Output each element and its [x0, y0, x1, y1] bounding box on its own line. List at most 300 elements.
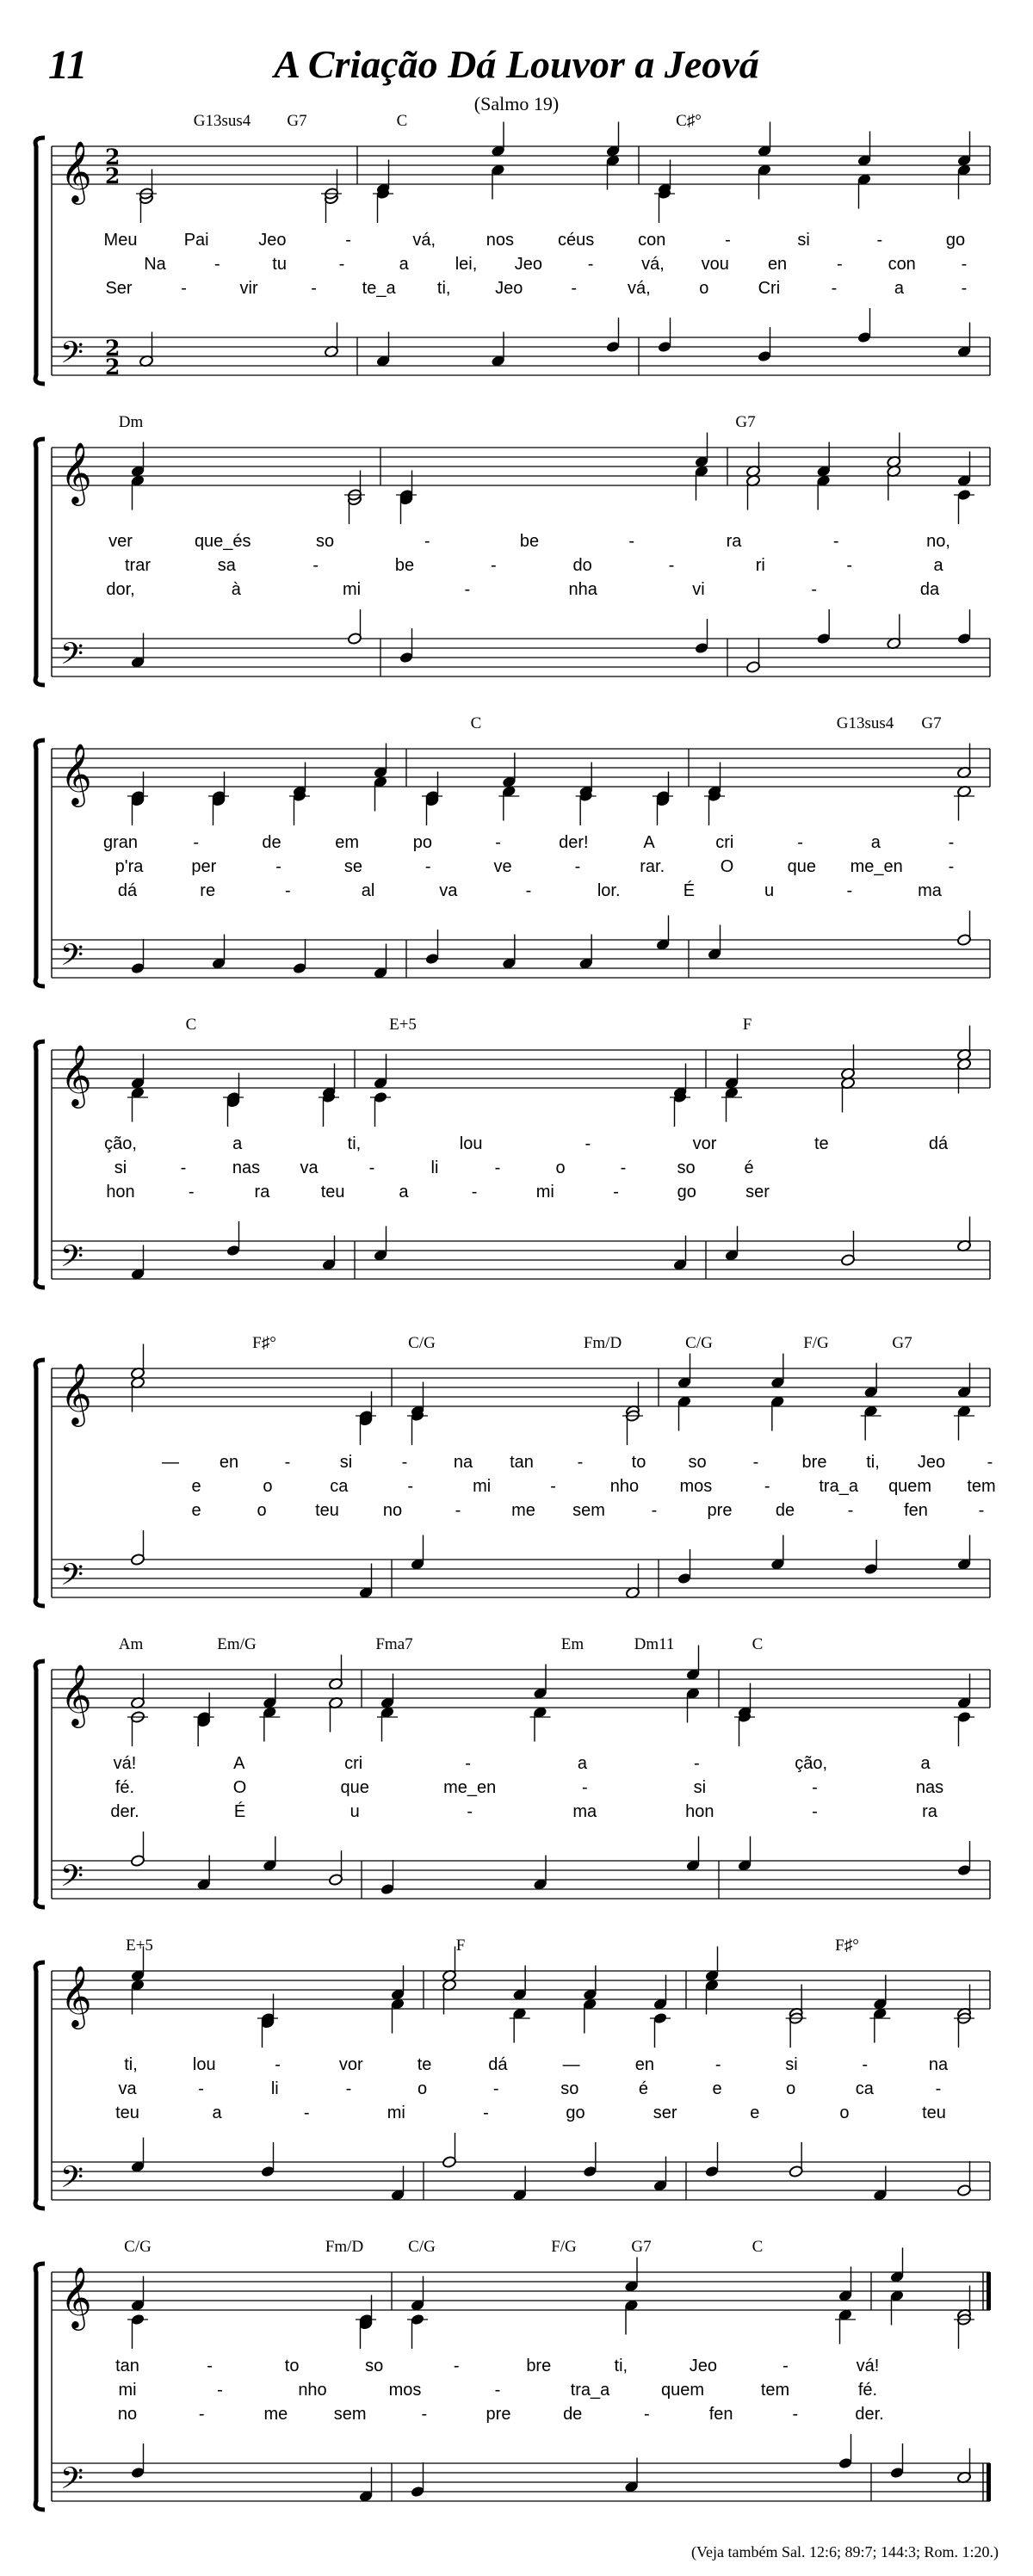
lyric-syllable: bre [526, 2357, 552, 2375]
lyric-syllable: - [338, 255, 345, 274]
treble-clef: 𝄞 [60, 441, 92, 503]
treble-clef: 𝄞 [60, 2265, 92, 2328]
lyric-syllable: céus [557, 231, 595, 250]
lyric-syllable: ra [922, 1802, 937, 1821]
lyric-syllable: que [787, 857, 817, 876]
lyric-syllable: hon [685, 1802, 714, 1821]
lyric-syllable: - [811, 580, 818, 599]
lyric-syllable: - [876, 231, 883, 250]
lyric-syllable: do [572, 556, 592, 575]
lyric-syllable: - [303, 2103, 310, 2122]
lyric-syllable: li [430, 1158, 439, 1177]
lyric-syllable: tra_a [819, 1477, 858, 1496]
lyric-syllable: - [490, 556, 497, 575]
lyric-syllable: sem [333, 2405, 367, 2424]
lyric-syllable: vi [692, 580, 705, 599]
lyric-syllable: A [643, 833, 655, 852]
lyric-syllable: - [847, 1501, 854, 1520]
lyric-syllable: à [231, 580, 241, 599]
lyric-syllable: - [948, 857, 955, 876]
lyric-syllable: - [345, 231, 351, 250]
lyric-syllable: cri [344, 1754, 363, 1773]
lyric-syllable: si [114, 1158, 127, 1177]
lyric-syllable: - [471, 1183, 478, 1202]
lyric-syllable: ser [745, 1183, 770, 1202]
lyric-syllable: - [935, 2079, 942, 2098]
lyric-syllable: va [300, 1158, 319, 1177]
lyric-syllable: o [839, 2103, 850, 2122]
lyric-syllable: der. [855, 2405, 884, 2424]
lyric-syllable: al [361, 881, 375, 900]
lyric-syllable: te [417, 2055, 432, 2074]
bass-clef: 𝄢 [60, 1557, 84, 1599]
lyric-syllable: - [193, 833, 200, 852]
lyric-syllable: e [191, 1501, 201, 1520]
chord-symbol: C [752, 2238, 764, 2256]
lyric-syllable: Jeo [514, 255, 542, 274]
lyric-syllable: de [775, 1501, 795, 1520]
lyric-syllable: quem [660, 2381, 705, 2400]
chord-symbol: G7 [287, 112, 307, 130]
lyric-syllable: O [232, 1778, 247, 1797]
bass-clef: 𝄢 [60, 335, 84, 377]
bass-clef: 𝄢 [60, 636, 84, 678]
lyric-syllable: - [752, 1453, 759, 1472]
lyric-syllable: vá! [856, 2357, 880, 2375]
lyric-syllable: ra [726, 532, 742, 551]
lyric-syllable: dá [488, 2055, 508, 2074]
lyric-syllable: vá! [113, 1754, 137, 1773]
lyric-syllable: - [644, 2405, 650, 2424]
chord-symbol: Dm [118, 413, 144, 431]
lyric-syllable: lei, [455, 255, 478, 274]
lyric-syllable: Jeo [258, 231, 287, 250]
lyric-syllable: - [961, 255, 968, 274]
lyric-syllable: - [846, 556, 852, 575]
lyric-syllable: be [519, 532, 540, 551]
chord-symbol: C/G [408, 1334, 436, 1352]
lyric-syllable: per [191, 857, 217, 876]
lyric-syllable: — [162, 1453, 179, 1472]
lyric-syllable: dá [928, 1134, 949, 1153]
lyric-syllable: Meu [103, 231, 138, 250]
lyric-syllable: - [613, 1183, 619, 1202]
lyric-syllable: - [464, 580, 471, 599]
time-signature-top: 2 [105, 336, 121, 361]
lyric-syllable: - [620, 1158, 627, 1177]
lyric-syllable: - [424, 532, 430, 551]
lyric-syllable: a [232, 1134, 243, 1153]
bass-clef: 𝄢 [60, 937, 84, 979]
lyric-syllable: Ser [105, 279, 133, 298]
lyric-syllable: - [525, 881, 532, 900]
lyric-syllable: pre [707, 1501, 733, 1520]
lyric-syllable: ti, [866, 1453, 880, 1472]
lyric-syllable: vor [692, 1134, 717, 1153]
lyric-syllable: ti, [436, 279, 451, 298]
time-signature-top: 2 [105, 145, 121, 170]
chord-symbol: Fm/D [583, 1334, 622, 1352]
lyric-syllable: - [628, 532, 635, 551]
lyric-syllable: ra [254, 1183, 270, 1202]
lyric-syllable: mos [679, 1477, 713, 1496]
lyric-syllable: - [651, 1501, 658, 1520]
lyric-syllable: fé. [857, 2381, 878, 2400]
lyric-syllable: rar. [640, 857, 665, 876]
lyric-syllable: - [217, 2381, 223, 2400]
lyric-syllable: re [200, 881, 216, 900]
lyric-syllable: é [638, 2079, 649, 2098]
lyric-syllable: É [233, 1802, 246, 1821]
lyric-syllable: na [453, 1453, 473, 1472]
lyric-syllable: lor. [597, 881, 621, 900]
lyric-syllable: no, [926, 532, 950, 551]
lyric-syllable: con [638, 231, 666, 250]
lyric-syllable: sem [572, 1501, 605, 1520]
lyric-syllable: - [180, 1158, 187, 1177]
lyric-syllable: - [581, 1778, 588, 1797]
lyric-syllable: e [712, 2079, 722, 2098]
lyric-syllable: - [284, 1453, 291, 1472]
lyric-syllable: - [764, 1477, 770, 1496]
lyric-syllable: te_a [362, 279, 396, 298]
lyric-syllable: mi [343, 580, 362, 599]
lyric-syllable: teu [115, 2103, 139, 2122]
lyric-syllable: tra_a [570, 2381, 610, 2400]
lyric-syllable: - [792, 2405, 799, 2424]
lyric-syllable: da [919, 580, 940, 599]
lyric-syllable: si [785, 2055, 798, 2074]
chord-symbol: C [185, 1016, 197, 1034]
lyric-syllable: a [399, 1183, 409, 1202]
lyric-syllable: - [862, 2055, 869, 2074]
lyric-syllable: - [587, 255, 594, 274]
lyric-syllable: dá [117, 881, 138, 900]
song-subtitle: (Salmo 19) [473, 93, 560, 114]
lyric-syllable: si [693, 1778, 707, 1797]
chord-symbol: C/G [124, 2238, 152, 2256]
lyric-syllable: gran [102, 833, 139, 852]
lyric-syllable: - [198, 2079, 204, 2098]
lyric-syllable: tan [510, 1453, 534, 1472]
chord-symbol: G13sus4 [193, 112, 251, 130]
lyric-syllable: nho [609, 1477, 640, 1496]
lyric-syllable: - [483, 2103, 489, 2122]
chord-symbol: G7 [735, 413, 756, 431]
lyric-syllable: ri [755, 556, 765, 575]
lyric-syllable: se [343, 857, 363, 876]
chord-symbol: C/G [408, 2238, 436, 2256]
lyric-syllable: que [340, 1778, 369, 1797]
chord-symbol: F♯° [835, 1937, 859, 1955]
lyric-syllable: - [275, 2055, 281, 2074]
lyric-syllable: - [465, 1754, 471, 1773]
chord-symbol: G13sus4 [836, 714, 894, 732]
lyric-syllable: mi [118, 2381, 137, 2400]
lyric-syllable: si [797, 231, 810, 250]
chord-symbol: G7 [892, 1334, 912, 1352]
lyric-syllable: en [767, 255, 788, 274]
bass-clef: 𝄢 [60, 1239, 84, 1281]
lyric-syllable: tu [272, 255, 287, 274]
lyric-syllable: nas [915, 1778, 944, 1797]
lyric-syllable: der. [110, 1802, 139, 1821]
lyric-syllable: vá, [627, 279, 651, 298]
lyric-syllable: a [920, 1754, 931, 1773]
lyric-syllable: Jeo [917, 1453, 946, 1472]
bass-clef: 𝄢 [60, 2159, 84, 2202]
lyric-syllable: tem [760, 2381, 790, 2400]
lyric-syllable: - [455, 1501, 461, 1520]
lyric-syllable: - [812, 1778, 818, 1797]
time-signature-bottom: 2 [105, 164, 121, 188]
chord-symbol: Em/G [217, 1635, 257, 1653]
lyric-syllable: - [285, 881, 291, 900]
lyric-syllable: - [797, 833, 803, 852]
chord-symbol: Dm11 [634, 1635, 675, 1653]
lyric-syllable: a [399, 255, 409, 274]
lyric-syllable: a [212, 2103, 222, 2122]
lyric-syllable: - [453, 2357, 460, 2375]
lyric-syllable: tan [115, 2357, 139, 2375]
lyric-syllable: quem [888, 1477, 932, 1496]
lyric-syllable: sa [217, 556, 236, 575]
lyric-syllable: Na [144, 255, 166, 274]
lyric-syllable: - [207, 2357, 213, 2375]
lyric-syllable: - [494, 2381, 501, 2400]
lyric-syllable: - [467, 1802, 473, 1821]
lyric-syllable: me_en [443, 1778, 497, 1797]
lyric-syllable: mos [388, 2381, 422, 2400]
lyric-syllable: Cri [758, 279, 781, 298]
lyric-syllable: - [837, 255, 843, 274]
lyric-syllable: - [574, 857, 581, 876]
lyric-syllable: o [257, 1501, 267, 1520]
lyric-syllable: - [948, 833, 955, 852]
lyric-syllable: - [577, 1453, 584, 1472]
chord-symbol: F [455, 1937, 466, 1955]
lyric-syllable: go [677, 1183, 696, 1202]
lyric-syllable: ca [330, 1477, 349, 1496]
lyric-syllable: vá, [412, 231, 436, 250]
lyric-syllable: nos [486, 231, 515, 250]
lyric-syllable: vou [701, 255, 729, 274]
lyric-syllable: lou [192, 2055, 216, 2074]
lyric-syllable: no [117, 2405, 138, 2424]
lyric-syllable: te [813, 1134, 829, 1153]
lyric-syllable: so [688, 1453, 707, 1472]
chord-symbol: C/G [685, 1334, 713, 1352]
lyric-syllable: - [693, 1754, 700, 1773]
lyric-syllable: de [563, 2405, 583, 2424]
lyric-syllable: u [349, 1802, 360, 1821]
lyric-syllable: mi [473, 1477, 492, 1496]
lyric-syllable: ção, [104, 1134, 137, 1153]
lyric-syllable: teu [320, 1183, 345, 1202]
lyric-syllable: O [720, 857, 734, 876]
lyric-syllable: — [562, 2055, 580, 2074]
chord-symbol: C [470, 714, 482, 732]
chord-symbol: Fma7 [375, 1635, 413, 1653]
lyric-syllable: - [345, 2079, 352, 2098]
chord-symbol: F/G [551, 2238, 577, 2256]
lyric-syllable: o [786, 2079, 796, 2098]
lyric-syllable: - [213, 255, 220, 274]
lyric-syllable: ve [493, 857, 512, 876]
lyric-syllable: - [421, 2405, 428, 2424]
chord-symbol: Am [118, 1635, 144, 1653]
chord-symbol: E+5 [126, 1937, 153, 1955]
lyric-syllable: ti, [124, 2055, 138, 2074]
lyric-syllable: - [188, 1183, 195, 1202]
lyric-syllable: Jeo [495, 279, 523, 298]
lyric-syllable: vor [338, 2055, 363, 2074]
lyric-syllable: lou [459, 1134, 483, 1153]
lyric-syllable: - [832, 532, 839, 551]
lyric-syllable: o [555, 1158, 566, 1177]
treble-clef: 𝄞 [60, 742, 92, 805]
lyric-syllable: - [407, 1477, 414, 1496]
lyric-syllable: me [263, 2405, 288, 2424]
lyric-syllable: que_és [194, 532, 251, 551]
lyric-syllable: con [888, 255, 916, 274]
lyric-syllable: vá, [641, 255, 665, 274]
lyric-syllable: so [315, 532, 335, 551]
lyric-syllable: trar [125, 556, 151, 575]
treble-clef: 𝄞 [60, 1663, 92, 1726]
lyric-syllable: bre [801, 1453, 827, 1472]
chord-symbol: C♯° [676, 112, 702, 130]
lyric-syllable: teu [315, 1501, 339, 1520]
lyric-syllable: p'ra [114, 857, 144, 876]
lyric-syllable: ser [653, 2103, 677, 2122]
lyric-syllable: dor, [106, 580, 135, 599]
lyric-syllable: - [198, 2405, 205, 2424]
lyric-syllable: u [764, 881, 775, 900]
lyric-syllable: É [683, 881, 696, 900]
chord-symbol: F [742, 1016, 752, 1034]
lyric-syllable: em [335, 833, 360, 852]
lyric-syllable: o [263, 1477, 273, 1496]
song-title: A Criação Dá Louvor a Jeová [274, 42, 759, 86]
lyric-syllable: - [668, 556, 675, 575]
lyric-syllable: - [311, 279, 317, 298]
chord-symbol: F/G [803, 1334, 829, 1352]
lyric-syllable: a [870, 833, 881, 852]
lyric-syllable: - [812, 1802, 818, 1821]
lyric-syllable: a [577, 1754, 587, 1773]
lyric-syllable: - [494, 1158, 501, 1177]
lyric-syllable: - [550, 1477, 556, 1496]
lyric-syllable: fen [708, 2405, 733, 2424]
lyric-syllable: - [725, 231, 731, 250]
lyric-syllable: tem [967, 1477, 996, 1496]
lyric-syllable: - [846, 881, 853, 900]
lyric-syllable: ca [855, 2079, 874, 2098]
lyric-syllable: be [394, 556, 415, 575]
lyric-syllable: - [831, 279, 838, 298]
lyric-syllable: é [744, 1158, 754, 1177]
lyric-syllable: me_en [850, 857, 903, 876]
lyric-syllable: - [181, 279, 187, 298]
scripture-references: (Veja também Sal. 12:6; 89:7; 144:3; Rom. 1:20.) [691, 2543, 999, 2561]
song-number: 11 [48, 42, 88, 88]
lyric-syllable: der! [559, 833, 589, 852]
treble-clef: 𝄞 [60, 1964, 92, 2027]
lyric-syllable: ver [108, 532, 133, 551]
lyric-syllable: A [233, 1754, 245, 1773]
lyric-syllable: ti, [347, 1134, 362, 1153]
lyric-syllable: no [382, 1501, 403, 1520]
lyric-syllable: cri [715, 833, 734, 852]
chord-symbol: G7 [921, 714, 942, 732]
lyric-syllable: Jeo [689, 2357, 717, 2375]
lyric-syllable: - [312, 556, 319, 575]
lyric-syllable: so [677, 1158, 696, 1177]
lyric-syllable: po [412, 833, 433, 852]
lyric-syllable: - [424, 857, 431, 876]
lyric-syllable: nho [298, 2381, 327, 2400]
lyric-syllable: na [928, 2055, 949, 2074]
bass-clef: 𝄢 [60, 1858, 84, 1900]
lyric-syllable: fé. [114, 1778, 135, 1797]
lyric-syllable: va [118, 2079, 137, 2098]
lyric-syllable: so [560, 2079, 579, 2098]
lyric-syllable: fen [904, 1501, 928, 1520]
lyric-syllable: - [492, 2079, 499, 2098]
lyric-syllable: - [368, 1158, 375, 1177]
lyric-syllable: go [566, 2103, 585, 2122]
lyric-syllable: - [714, 2055, 721, 2074]
lyric-syllable: - [987, 1453, 993, 1472]
lyric-syllable: ma [572, 1802, 597, 1821]
lyric-syllable: ma [918, 881, 942, 900]
chord-symbol: G7 [631, 2238, 652, 2256]
lyric-syllable: - [585, 1134, 591, 1153]
lyric-syllable: mi [535, 1183, 554, 1202]
lyric-syllable: Pai [183, 231, 209, 250]
lyric-syllable: - [961, 279, 968, 298]
lyric-syllable: e [750, 2103, 760, 2122]
lyric-syllable: o [417, 2079, 428, 2098]
chord-symbol: E+5 [389, 1016, 417, 1034]
lyric-syllable: to [631, 1453, 646, 1472]
lyric-syllable: vir [239, 279, 258, 298]
lyric-syllable: - [401, 1453, 408, 1472]
lyric-syllable: mi [387, 2103, 405, 2122]
treble-clef: 𝄞 [60, 1362, 92, 1424]
lyric-syllable: - [782, 2357, 789, 2375]
lyric-syllable: pre [486, 2405, 511, 2424]
treble-clef: 𝄞 [60, 139, 92, 202]
chord-symbol: C [396, 112, 408, 130]
lyric-syllable: teu [922, 2103, 946, 2122]
chord-symbol: Em [560, 1635, 585, 1653]
lyric-syllable: nas [232, 1158, 261, 1177]
lyric-syllable: - [275, 857, 281, 876]
lyric-syllable: so [365, 2357, 384, 2375]
lyric-syllable: e [191, 1477, 201, 1496]
lyric-syllable: to [284, 2357, 300, 2375]
lyric-syllable: en [219, 1453, 239, 1472]
lyric-syllable: - [571, 279, 578, 298]
lyric-syllable: ção, [795, 1754, 828, 1773]
lyric-syllable: si [339, 1453, 353, 1472]
lyric-syllable: - [978, 1501, 985, 1520]
lyric-syllable: ti, [614, 2357, 628, 2375]
lyric-syllable: a [933, 556, 943, 575]
chord-symbol: F♯° [252, 1334, 276, 1352]
